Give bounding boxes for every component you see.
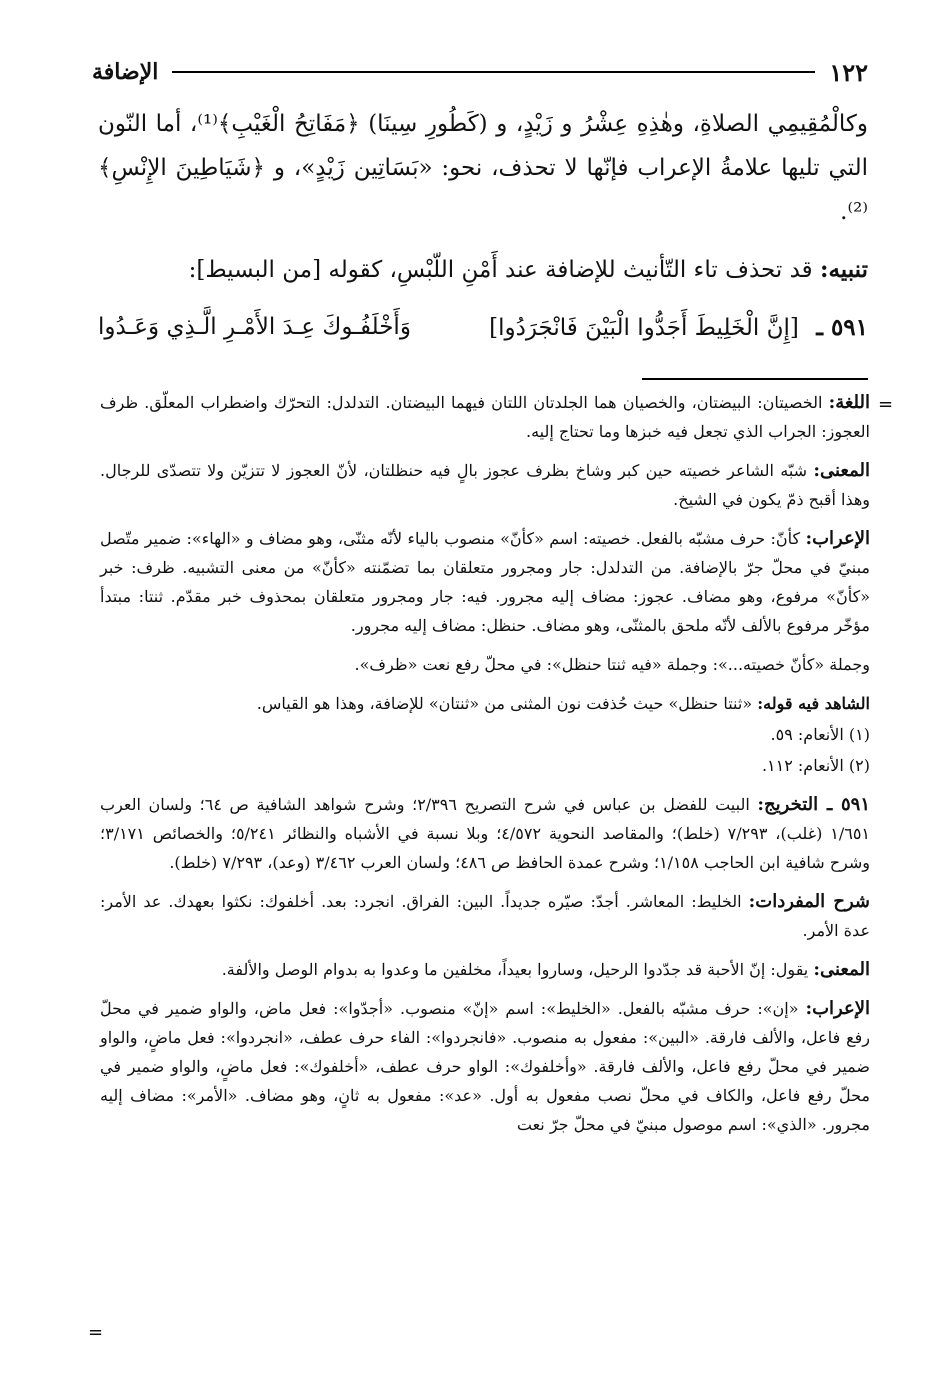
main-text <box>98 102 868 292</box>
footnote-irab-2 <box>100 994 870 1139</box>
footnote-mufradat <box>100 887 870 945</box>
irab-text: كأنّ: حرف مشبّه بالفعل. خصيته: اسم «كأنّ» منصوب بالياء لأنّه مثنّى، وهو مضاف و «الهاء»: ضمير متّصل مبنيّ في محلّ جرّ بالإضافة. من التدلدل: جار ومجرور متعلقان بما تضمّنته «كأنّ» من معنى التشبيه. ظرف: خبر «كأنّ» مرفوع، وهو مضاف. عجوز: مضاف إليه مجرور. فيه: جار ومجرور متعلقان بمحذوف خبر مقدّم. ثنتا: مبتدأ مؤخّر مرفوع بالألف لأنّه ملحق بالمثنّى، وهو مضاف. حنظل: مضاف إليه مجرور. <box>100 529 871 635</box>
shahid-text: «ثنتا حنظل» حيث حُذفت نون المثنى من «ثنتان» للإضافة، وهذا هو القياس. <box>256 694 753 713</box>
maana2-text: يقول: إنّ الأحبة قد جدّدوا الرحيل، وساروا بعيداً، مخلفين ما وعدوا به بدوام الوصل والألفة. <box>221 960 809 979</box>
lugha-text: الخصيتان: البيضتان، والخصيان هما الجلدتان اللتان فيهما البيضتان. التدلدل: التحرّك واضطراب المعلّق. ظرف العجوز: الجراب الذي تجعل فيه خبزها وما تحتاج إليه. <box>100 393 870 441</box>
lugha-label: اللغة: <box>828 392 871 413</box>
mufradat-label: شرح المفردات: <box>748 891 871 912</box>
footnote-takhrij <box>100 790 870 877</box>
irab2-label: الإعراب: <box>805 998 870 1019</box>
section-title: الإضافة <box>92 59 159 85</box>
irab2-text: «إن»: حرف مشبّه بالفعل. «الخليط»: اسم «إنّ» منصوب. «أجدّوا»: فعل ماض، والواو ضمير في محلّ رفع فاعل، والألف فارقة. «البين»: مفعول به منصوب. «فانجردوا»: الفاء حرف عطف، «انجردوا»: فعل ماضٍ، والواو ضمير في محلّ رفع فاعل، والألف فارقة. «وأخلفوك»: الواو حرف عطف، «أخلفوك»: فعل ماضٍ، والواو ضمير في محلّ رفع فاعل، والكاف في محلّ نصب مفعول به أول. «عد»: مفعول به ثانٍ، وهو مضاف. «الأمر»: مضاف إليه مجرور. «الذي»: اسم موصول مبنيّ في محلّ جرّ نعت <box>100 999 871 1134</box>
verse-second-half: وَأَخْلَفُـوكَ عِـدَ الأَمْـرِ الَّـذِي وَعَـدُوا <box>98 314 411 340</box>
irab-label: الإعراب: <box>805 528 870 549</box>
page-number: ١٢٢ <box>829 57 868 87</box>
main-paragraph: وكالْمُقِيمِي الصلاةِ، وهٰذِهِ عِشْرُ و زَيْدٍ، و (كَطُورِ سِينَا) ﴿مَفَاتِحُ الْغَيْبِ﴾⁽¹⁾، أما النّون التي تليها علامةُ الإعراب فإنّها لا تحذف، نحو: «بَسَاتِين زَيْدٍ»، و ﴿شَيَاطِينَ الإِنْسِ﴾⁽²⁾. <box>98 111 868 225</box>
quran-ref-1: (١) الأنعام: ٥٩. <box>770 725 870 744</box>
footnote-jumla: وجملة «كأنّ خصيته...»: وجملة «فيه ثنتا حنظل»: في محلّ رفع نعت «ظرف». <box>354 655 870 674</box>
page-header <box>92 52 868 92</box>
takhrij-text: البيت للفضل بن عباس في شرح التصريح ٢/٣٩٦؛ وشرح شواهد الشافية ص ٦٤؛ ولسان العرب ١/٦٥١ (غلب)، ٧/٢٩٣ (خلط)؛ والمقاصد النحوية ٤/٥٧٢؛ وبلا نسبة في الأشباه والنظائر ٥/٢٤١؛ والخصائص ٣/١٧١؛ وشرح شافية ابن الحاجب ١/١٥٨؛ وشرح عمدة الحافظ ص ٤٨٦؛ ولسان العرب ٣/٤٦٢ (وعد)، ٧/٢٩٣ (خلط). <box>100 795 871 872</box>
footnote-lugha <box>100 388 870 446</box>
shahid-label: الشاهد فيه قوله: <box>757 694 870 713</box>
tanbih-paragraph <box>98 248 868 292</box>
footnotes <box>100 388 870 1149</box>
end-continuation-mark: = <box>88 1322 104 1343</box>
continuation-mark: = <box>878 394 894 415</box>
tanbih-text: قد تحذف تاء التّأنيث للإضافة عند أَمْنِ اللّبْسِ، كقوله [من البسيط]: <box>188 257 813 283</box>
footnote-maana-2 <box>100 955 870 984</box>
footnote-maana <box>100 456 870 514</box>
footnote-divider <box>642 378 868 380</box>
mufradat-text: الخليط: المعاشر. أجدّ: صيّره جديداً. البين: الفراق. انجرد: بعد. أخلفوك: نكثوا بعهدك. عد الأمر: عدة الأمر. <box>100 892 870 940</box>
tanbih-label: تنبيه: <box>819 256 868 283</box>
maana2-label: المعنى: <box>813 959 870 980</box>
header-rule <box>172 71 815 73</box>
footnote-irab <box>100 524 870 640</box>
poetry-verse <box>98 304 868 350</box>
verse-number: ٥٩١ ـ <box>816 313 868 341</box>
footnote-shahid <box>100 689 870 718</box>
quran-ref-2: (٢) الأنعام: ١١٢. <box>761 756 870 775</box>
verse-first-text: [إِنَّ الْخَلِيطَ أَجَدُّوا الْبَيْنَ فَانْجَرَدُوا] <box>489 314 799 341</box>
verse-first-half <box>489 314 868 341</box>
maana-label: المعنى: <box>813 460 870 481</box>
takhrij-label: ٥٩١ ـ التخريج: <box>757 794 871 815</box>
maana-text: شبّه الشاعر خصيته حين كبر وشاخ بظرف عجوز بالٍ فيه حنظلتان، لأنّ العجوز لا تتزيّن ولا تتصدّى للرجال. وهذا أقبح ذمّ يكون في الشيخ. <box>100 461 870 509</box>
